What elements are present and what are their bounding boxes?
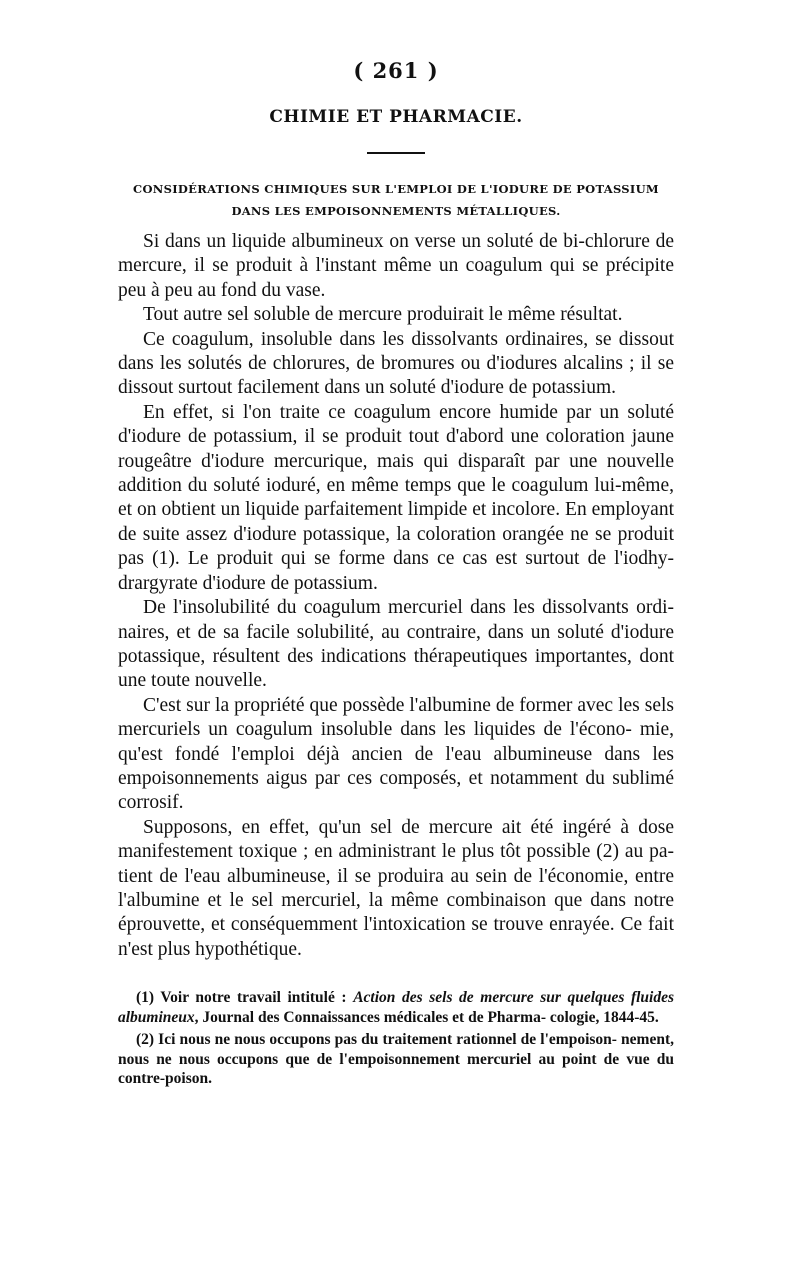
- footnote-1-prefix: (1) Voir notre travail intitulé :: [136, 989, 354, 1007]
- paragraph: Supposons, en effet, qu'un sel de mercure ait été ingéré à dose manifestement toxique ; en administrant le plus tôt possible (2) au pa- tient de l'eau albumineuse, il se produira au sein de l'économie, entre l'albumine et le sel mercuriel, la même combinaison que dans notre éprouvette, et conséquemment l'intoxication se trouve enrayée. Ce fait n'est plus hypothétique.: [118, 816, 674, 960]
- footnote-1-cited-title: Action des sels de mercure sur quelques fluides albumineux: [118, 989, 674, 1026]
- footnote-1-suffix: , Journal des Connaissances médicales et de Pharma- cologie, 1844-45.: [194, 1008, 659, 1026]
- title-divider: [367, 152, 425, 154]
- section-title: CHIMIE ET PHARMACIE.: [269, 107, 523, 127]
- article-title-line-1: CONSIDÉRATIONS CHIMIQUES SUR L'EMPLOI DE L'IODURE DE POTASSIUM: [133, 182, 659, 196]
- footnotes: [118, 988, 674, 1089]
- paragraph: Ce coagulum, insoluble dans les dissolvants ordinaires, se dissout dans les solutés de chlorures, de bromures ou d'iodures alcalins ; il se dissout surtout facilement dans un soluté d'iodure de potassium.: [118, 328, 674, 399]
- paragraph: En effet, si l'on traite ce coagulum encore humide par un soluté d'iodure de potassium, il se produit tout d'abord une coloration jaune rougeâtre d'iodure mercurique, mais qui disparaît par une nouvelle addition du soluté ioduré, en même temps que le coagulum lui-même, et on obtient un liquide parfaitement limpide et incolore. En employant de suite assez d'iodure potassique, la coloration orangée ne se produit pas (1). Le produit qui se forme dans ce cas est surtout de l'iodhy- drargyrate d'iodure de potassium.: [118, 401, 674, 594]
- article-title: [118, 178, 674, 222]
- footnote-2: (2) Ici nous ne nous occupons pas du traitement rationnel de l'empoison- nement, nous ne nous occupons que de l'empoisonnement mercuriel au point de vue du contre-poison.: [118, 1031, 674, 1088]
- footnote-1: [118, 988, 674, 1027]
- paragraph: C'est sur la propriété que possède l'albumine de former avec les sels mercuriels un coagulum insoluble dans les liquides de l'écono- mie, qu'est fondé l'emploi déjà ancien de l'eau albumineuse dans les empoisonnements aigus par ces composés, et notamment du sublimé corrosif.: [118, 694, 674, 814]
- article-body: [118, 230, 674, 962]
- paragraph: Si dans un liquide albumineux on verse un soluté de bi-chlorure de mercure, il se produit à l'instant même un coagulum qui se précipite peu à peu au fond du vase.: [118, 231, 674, 301]
- document-page: [118, 58, 674, 1089]
- page-number: ( 261 ): [353, 58, 439, 83]
- paragraph: Tout autre sel soluble de mercure produirait le même résultat.: [143, 304, 623, 326]
- article-title-line-2: DANS LES EMPOISONNEMENTS MÉTALLIQUES.: [231, 204, 561, 218]
- paragraph: De l'insolubilité du coagulum mercuriel dans les dissolvants ordi- naires, et de sa facile solubilité, au contraire, dans un soluté d'iodure potassique, résultent des indications thérapeutiques importantes, dont une toute nouvelle.: [118, 597, 674, 692]
